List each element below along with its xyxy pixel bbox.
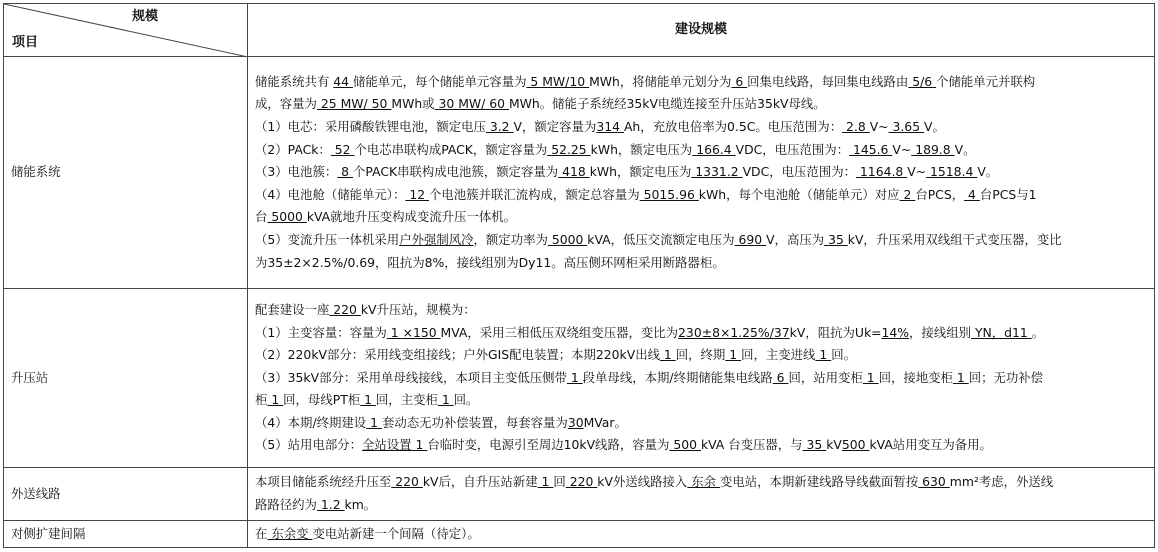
row-bay-extension — [4, 521, 1155, 548]
row-content — [248, 521, 1155, 548]
text-segment: （2）PACk： — [255, 141, 331, 157]
content-line — [255, 434, 1147, 457]
filled-value: 1 — [659, 347, 676, 363]
filled-value: 630 — [918, 474, 950, 490]
text-segment: 回，母线PT柜 — [283, 392, 361, 408]
filled-value: 35 — [802, 437, 827, 453]
filled-value: 52.25 — [547, 141, 591, 157]
text-segment: kV，阻抗为Uk= — [789, 324, 882, 340]
content-line — [255, 229, 1147, 252]
filled-value: 25 MW/ — [316, 96, 368, 112]
filled-value: 8 — [337, 164, 353, 180]
filled-value: 1 — [437, 392, 454, 408]
content-line — [255, 471, 1147, 494]
diagonal-line — [4, 4, 248, 57]
text-segment: 回；无功补偿 — [968, 369, 1044, 385]
filled-value: 东余变 — [267, 525, 313, 541]
text-segment: kVA 台变压器，与 — [700, 437, 803, 453]
text-segment: （4）本期/终期建设 — [255, 414, 367, 430]
text-segment: （1）电芯：采用磷酸铁锂电池，额定电压 — [255, 119, 486, 135]
content-line — [255, 206, 1147, 229]
text-segment: V，高压为 — [766, 231, 825, 247]
text-segment: 个储能单元并联构 — [936, 73, 1036, 89]
content-line — [255, 139, 1147, 162]
filled-value: 220 — [565, 474, 598, 490]
text-segment: 回，接地变柜 — [878, 369, 953, 385]
row-content — [248, 57, 1155, 289]
filled-value: 户外强制风冷 — [399, 231, 474, 247]
filled-value: 6 — [772, 369, 789, 385]
row-label: 储能系统 — [4, 57, 248, 289]
filled-value: 30 — [567, 414, 584, 430]
text-segment: kWh，额定电压为 — [589, 164, 692, 180]
text-segment: 台PCS与1 — [979, 186, 1037, 202]
text-segment: V~ — [892, 141, 912, 157]
filled-value: 314 — [596, 119, 624, 135]
header-construction: 建设规模 — [248, 4, 1155, 57]
filled-value: YN，d11 — [971, 324, 1032, 340]
text-segment: 段单母线，本期/终期储能集电线路 — [582, 369, 773, 385]
text-segment: 回，主变进线 — [741, 347, 816, 363]
text-segment: （4）电池舱（储能单元）： — [255, 186, 406, 202]
text-segment: 个电芯串联构成PACK，额定容量为 — [354, 141, 548, 157]
filled-value: 1 — [411, 437, 428, 453]
filled-value: 35 — [824, 231, 848, 247]
content-line — [255, 252, 1147, 275]
text-segment: MWh，将储能单元划分为 — [589, 73, 732, 89]
header-scale: 规模 — [132, 9, 159, 24]
content-line — [255, 389, 1147, 412]
text-segment: 回，主变柜 — [375, 392, 438, 408]
construction-scale-table — [3, 3, 1155, 548]
text-segment: kV，升压采用双线组干式变压器，变比 — [847, 231, 1062, 247]
row-content — [248, 289, 1155, 468]
text-segment: 储能系统共有 — [255, 73, 334, 89]
content-line — [255, 494, 1147, 517]
filled-value: 500 — [669, 437, 701, 453]
text-segment: V，额定容量为 — [513, 119, 597, 135]
filled-value: 全站设置 — [362, 437, 412, 453]
text-segment: 个电池簇并联汇流构成，额定总容量为 — [429, 186, 640, 202]
text-segment: 。 — [1031, 324, 1045, 340]
text-segment: 回集电线路，每回集电线路由 — [747, 73, 909, 89]
text-segment: 回。 — [453, 392, 479, 408]
content-line — [255, 299, 1147, 322]
filled-value: 1 — [815, 347, 832, 363]
filled-value: 1164.8 — [855, 164, 908, 180]
filled-value: 1 — [386, 324, 403, 340]
text-segment: 成，容量为 — [255, 96, 317, 112]
filled-value: 3.2 — [485, 119, 514, 135]
filled-value: 14% — [881, 324, 910, 340]
content-line — [255, 71, 1147, 94]
text-segment: 储能单元，每个储能单元容量为 — [353, 73, 527, 89]
row-label: 外送线路 — [4, 468, 248, 521]
filled-value: 2 — [899, 186, 916, 202]
text-segment: V。 — [924, 119, 945, 135]
text-segment: Ah，充放电倍率为0.5C。电压范围为： — [623, 119, 843, 135]
content-line — [255, 412, 1147, 435]
text-segment: km。 — [344, 497, 377, 512]
filled-value: 1 — [566, 369, 583, 385]
filled-value: 30 MW/ — [434, 96, 486, 112]
text-segment: 变电站新建一个间隔（待定）。 — [312, 525, 480, 541]
text-segment: MWh。储能子系统经35kV电缆连接至升压站35kV母线。 — [508, 96, 826, 112]
content-line — [255, 116, 1147, 139]
filled-value: 50 — [367, 96, 392, 112]
content-line — [255, 523, 1147, 546]
row-label: 升压站 — [4, 289, 248, 468]
filled-value: ×150 — [402, 324, 441, 340]
text-segment: ，接线组别 — [909, 324, 971, 340]
text-segment: 变电站，本期新建线路导线截面暂按 — [719, 474, 919, 490]
text-segment: MWh或 — [391, 96, 435, 112]
filled-value: 东余 — [687, 474, 720, 490]
filled-value: 220 — [329, 301, 361, 317]
header-item: 项目 — [12, 35, 39, 50]
text-segment: （5）站用电部分： — [255, 437, 363, 453]
filled-value: 1 — [725, 347, 742, 363]
filled-value: 1 — [366, 414, 382, 430]
row-substation — [4, 289, 1155, 468]
text-segment: 在 — [255, 525, 268, 541]
text-segment: kVA站用变互为备用。 — [869, 437, 992, 453]
row-content — [248, 468, 1155, 521]
text-segment: kV — [826, 437, 842, 453]
text-segment: 台临时变，电源引至周边10kV线路，容量为 — [427, 437, 670, 453]
filled-value: 418 — [558, 164, 590, 180]
filled-value: 145.6 — [849, 141, 893, 157]
filled-value: 60 — [485, 96, 509, 112]
filled-value: 690 — [734, 231, 767, 247]
text-segment: 为35±2×2.5%/0.69，阻抗为8%，接线组别为Dy11。高压侧环网柜采用断路器柜。 — [255, 254, 725, 270]
filled-value: 12 — [405, 186, 430, 202]
text-segment: 台PCS， — [915, 186, 965, 202]
text-segment: 本项目储能系统经升压至 — [255, 474, 392, 490]
text-segment: （2）220kV部分：采用线变组接线；户外GIS配电装置；本期220kV出线 — [255, 347, 660, 363]
text-segment: 个PACK串联构成电池簇，额定容量为 — [353, 164, 559, 180]
content-line — [255, 367, 1147, 390]
filled-value: 6 — [731, 73, 748, 89]
content-line — [255, 322, 1147, 345]
header-row — [4, 4, 1155, 57]
filled-value: 1 — [267, 392, 284, 408]
text-segment: 套动态无功补偿装置，每套容量为 — [381, 414, 568, 430]
filled-value: 166.4 — [692, 141, 736, 157]
filled-value: 10 — [569, 73, 590, 89]
filled-value: 189.8 — [911, 141, 955, 157]
text-segment: kV后，自升压站新建 — [422, 474, 538, 490]
text-segment: 配套建设一座 — [255, 301, 330, 317]
text-segment: kV升压站，规模为： — [360, 301, 476, 317]
filled-value: 3.65 — [888, 119, 925, 135]
filled-value: 1 — [862, 369, 879, 385]
filled-value: 1 — [537, 474, 554, 490]
text-segment: 回。 — [831, 347, 856, 363]
text-segment: （3）电池簇： — [255, 164, 338, 180]
filled-value: 1331.2 — [691, 164, 743, 180]
text-segment: 路路径约为 — [255, 497, 317, 512]
text-segment: 柜 — [255, 392, 268, 408]
filled-value: 220 — [391, 474, 423, 490]
filled-value: 5000 — [267, 209, 307, 225]
content-line — [255, 344, 1147, 367]
text-segment: 台 — [255, 209, 268, 225]
text-segment: V~ — [869, 119, 889, 135]
filled-value: 1518.4 — [926, 164, 978, 180]
filled-value: 44 — [333, 73, 354, 89]
text-segment: kWh，额定电压为 — [590, 141, 693, 157]
filled-value: 500 — [841, 437, 870, 453]
text-segment: MVA，采用三相低压双绕组变压器，变比为 — [440, 324, 679, 340]
filled-value: 1 — [952, 369, 969, 385]
row-storage — [4, 57, 1155, 289]
content-line — [255, 184, 1147, 207]
content-line — [255, 93, 1147, 116]
text-segment: ，额定功率为 — [473, 231, 548, 247]
text-segment: kV外送线路接入 — [597, 474, 688, 490]
text-segment: kWh，每个电池舱（储能单元）对应 — [698, 186, 900, 202]
text-segment: kVA，低压交流额定电压为 — [587, 231, 735, 247]
text-segment: 回 — [553, 474, 566, 490]
filled-value: 2.8 — [842, 119, 870, 135]
header-diagonal-cell — [4, 4, 248, 57]
text-segment: （5）变流升压一体机采用 — [255, 231, 400, 247]
filled-value: 5 MW/ — [526, 73, 570, 89]
text-segment: VDC，电压范围为： — [735, 141, 850, 157]
text-segment: V。 — [977, 164, 999, 180]
text-segment: MVar。 — [583, 414, 627, 430]
text-segment: （1）主变容量：容量为 — [255, 324, 387, 340]
filled-value: 1.2 — [316, 497, 345, 512]
text-segment: kVA就地升压变构成变流升压一体机。 — [306, 209, 517, 225]
content-line — [255, 161, 1147, 184]
filled-value: 5015.96 — [639, 186, 699, 202]
filled-value: 230±8×1.25%/37 — [678, 324, 790, 340]
filled-value: 5/6 — [908, 73, 937, 89]
text-segment: V~ — [907, 164, 927, 180]
filled-value: 52 — [330, 141, 355, 157]
filled-value: 4 — [964, 186, 980, 202]
text-segment: mm²考虑，外送线 — [949, 474, 1054, 490]
text-segment: 回，站用变柜 — [788, 369, 863, 385]
text-segment: VDC，电压范围为： — [742, 164, 856, 180]
row-outgoing-line — [4, 468, 1155, 521]
text-segment: V。 — [954, 141, 976, 157]
filled-value: 1 — [360, 392, 376, 408]
text-segment: 回，终期 — [675, 347, 726, 363]
text-segment: （3）35kV部分：采用单母线接线，本项目主变低压侧带 — [255, 369, 567, 385]
filled-value: 5000 — [547, 231, 588, 247]
row-label: 对侧扩建间隔 — [4, 521, 248, 548]
